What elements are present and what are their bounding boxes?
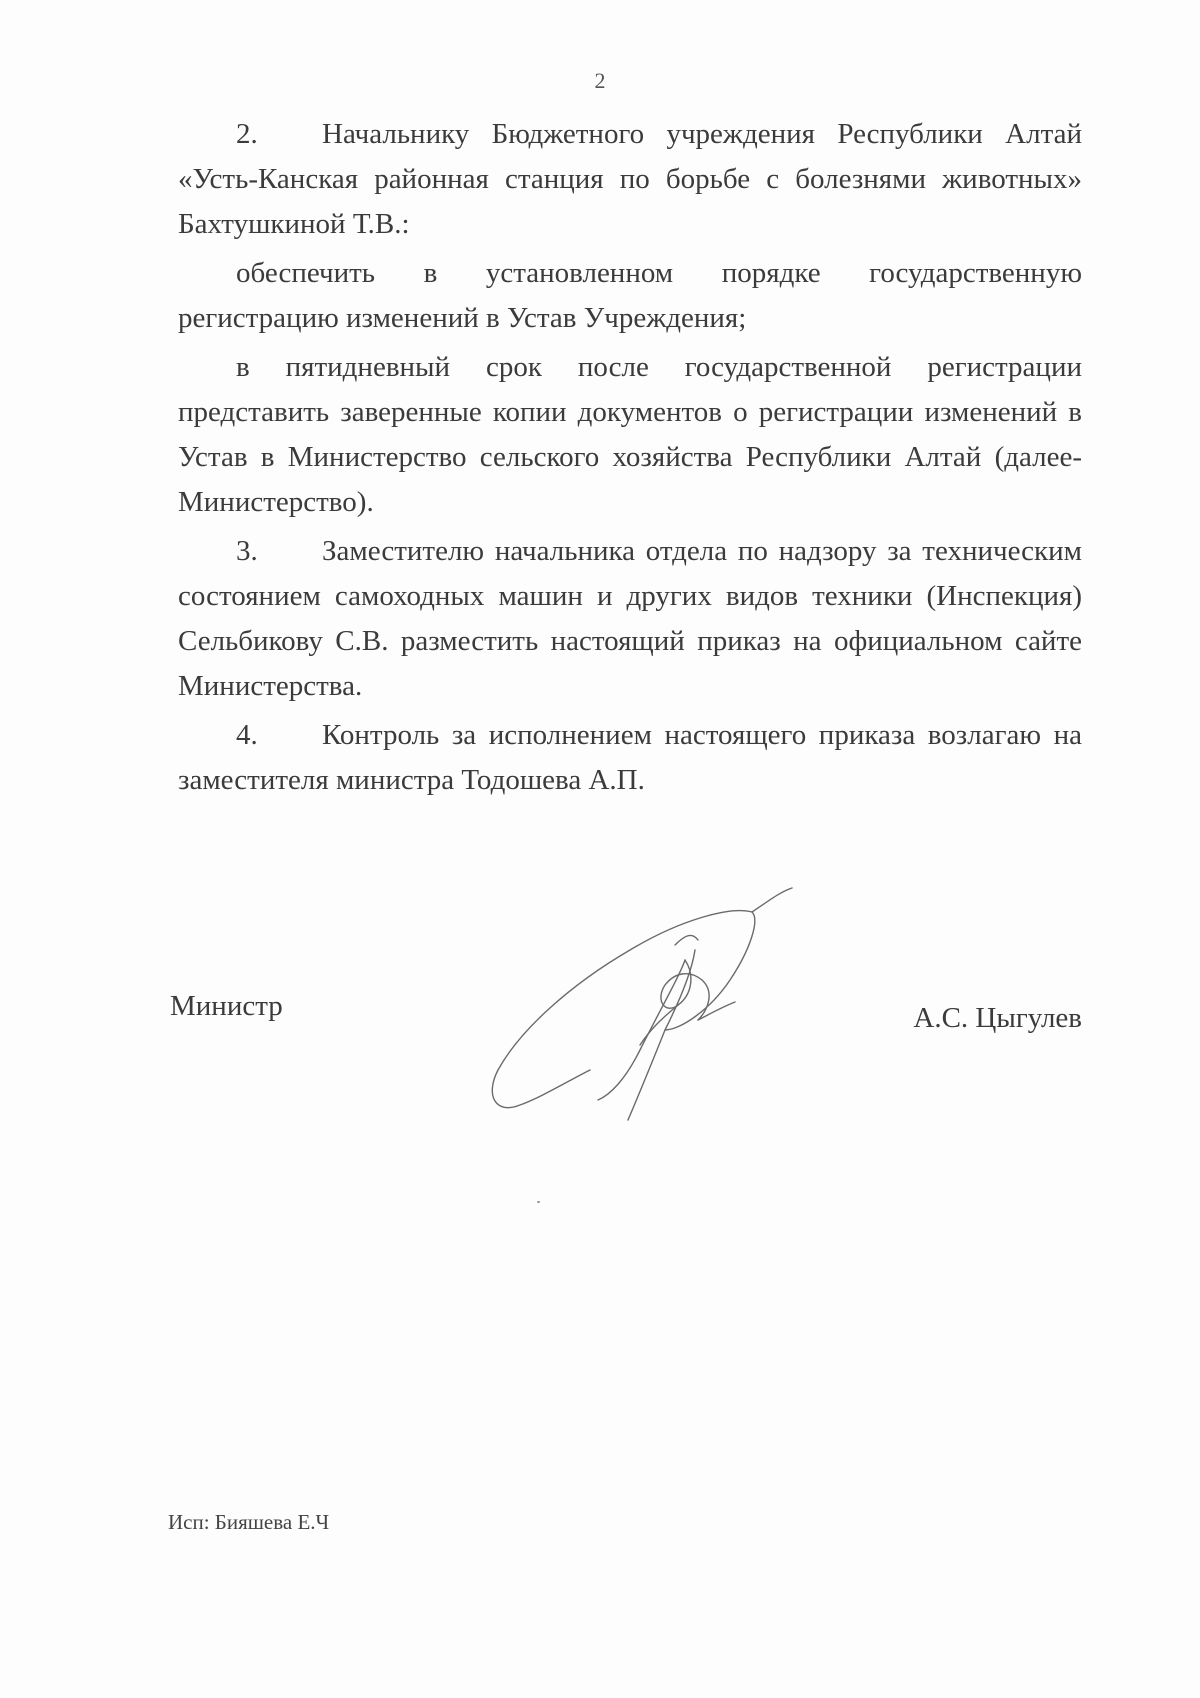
page-number: 2 — [594, 68, 606, 93]
paragraph-number: 4. — [236, 719, 258, 751]
paragraph-item-2 — [178, 112, 1082, 247]
paragraph-number: 2. — [236, 118, 258, 150]
paragraph-item-4 — [178, 713, 1082, 803]
scan-speck — [537, 1201, 540, 1203]
signatory-title: Министр — [170, 990, 283, 1022]
paragraph-text: Заместителю начальника отдела по надзору за техническим состоянием самоходных машин и других видов техники (Инспекция) Сельбикову С.В. разместить настоящий приказ на официальном сайте Министерства. — [178, 535, 1082, 702]
paragraph-text: обеспечить в установленном порядке государственную регистрацию изменений в Устав Учреждения; — [178, 257, 1082, 334]
paragraph-text: в пятидневный срок после государственной регистрации представить заверенные копии документов о регистрации изменений в Устав в Министерство сельского хозяйства Республики Алтай (далее-Министерство). — [178, 351, 1082, 518]
signatory-name: А.С. Цыгулев — [913, 1002, 1082, 1034]
paragraph-number: 3. — [236, 535, 258, 567]
paragraph-subitem-registration — [178, 251, 1082, 341]
executor-note: Исп: Бияшева Е.Ч — [168, 1510, 330, 1534]
paragraph-text: Контроль за исполнением настоящего приказа возлагаю на заместителя министра Тодошева А.П. — [178, 719, 1082, 796]
document-body — [178, 112, 1082, 803]
paragraph-subitem-copies — [178, 345, 1082, 525]
paragraph-item-3 — [178, 529, 1082, 709]
paragraph-text: Начальнику Бюджетного учреждения Республики Алтай «Усть-Канская районная станция по борьбе с болезнями животных» Бахтушкиной Т.В.: — [178, 118, 1082, 240]
handwritten-signature-icon — [480, 880, 820, 1140]
